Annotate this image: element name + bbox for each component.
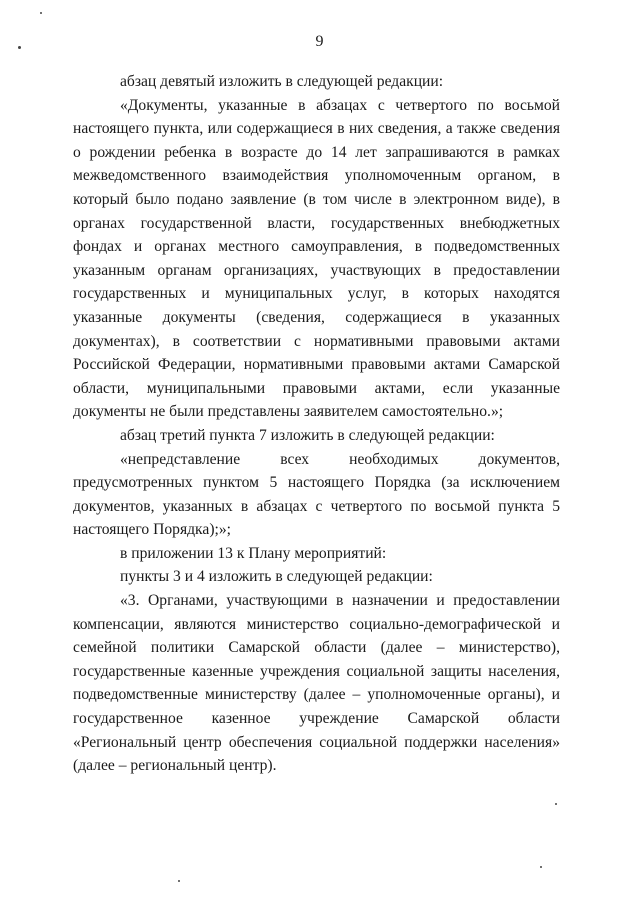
scan-speck [40, 12, 42, 14]
scan-speck [18, 46, 21, 49]
paragraph: в приложении 13 к Плану мероприятий: [120, 544, 387, 562]
paragraph: «3. Органами, участвующими в назначении и предоставлении компенсации, являются министерство социально-демографической и семейной политики Самарской области (далее – министерство), государственные казенные учреждения социальной защиты населения, подведомственные министерству (далее – уполномоченные органы), и государственное казенное учреждение Самарской области «Региональный центр обеспечения социальной поддержки населения» (далее – региональный центр). [73, 592, 560, 775]
document-body [73, 70, 560, 778]
scan-speck [555, 803, 557, 805]
paragraph: абзац третий пункта 7 изложить в следующей редакции: [120, 426, 495, 444]
paragraph: «Документы, указанные в абзацах с четвертого по восьмой настоящего пункта, или содержащиеся в них сведения, а также сведения о рождении ребенка в возрасте до 14 лет запрашиваются в рамках межведомственного взаимодействия уполномоченным органом, в который было подано заявление (в том числе в электронном виде), в органах государственной власти, государственных внебюджетных фондах и органах местного самоуправления, в подведомственных указанным органам организациях, участвующих в предоставлении государственных и муниципальных услуг, в которых находятся указанные документы (сведения, содержащиеся в указанных документах), в соответствии с нормативными правовыми актами Российской Федерации, нормативными правовыми актами Самарской области, муниципальными правовыми актами, если указанные документы не были представлены заявителем самостоятельно.»; [73, 96, 560, 421]
paragraph: абзац девятый изложить в следующей редакции: [120, 73, 444, 90]
paragraph: «непредставление всех необходимых документов, предусмотренных пунктом 5 настоящего Порядка (за исключением документов, указанных в абзацах с четвертого по восьмой пункта 5 настоящего Порядка);»; [73, 450, 560, 539]
scan-speck [178, 880, 180, 882]
paragraph: пункты 3 и 4 изложить в следующей редакции: [120, 568, 433, 586]
page-number: 9 [315, 33, 324, 50]
scan-speck [540, 866, 542, 868]
